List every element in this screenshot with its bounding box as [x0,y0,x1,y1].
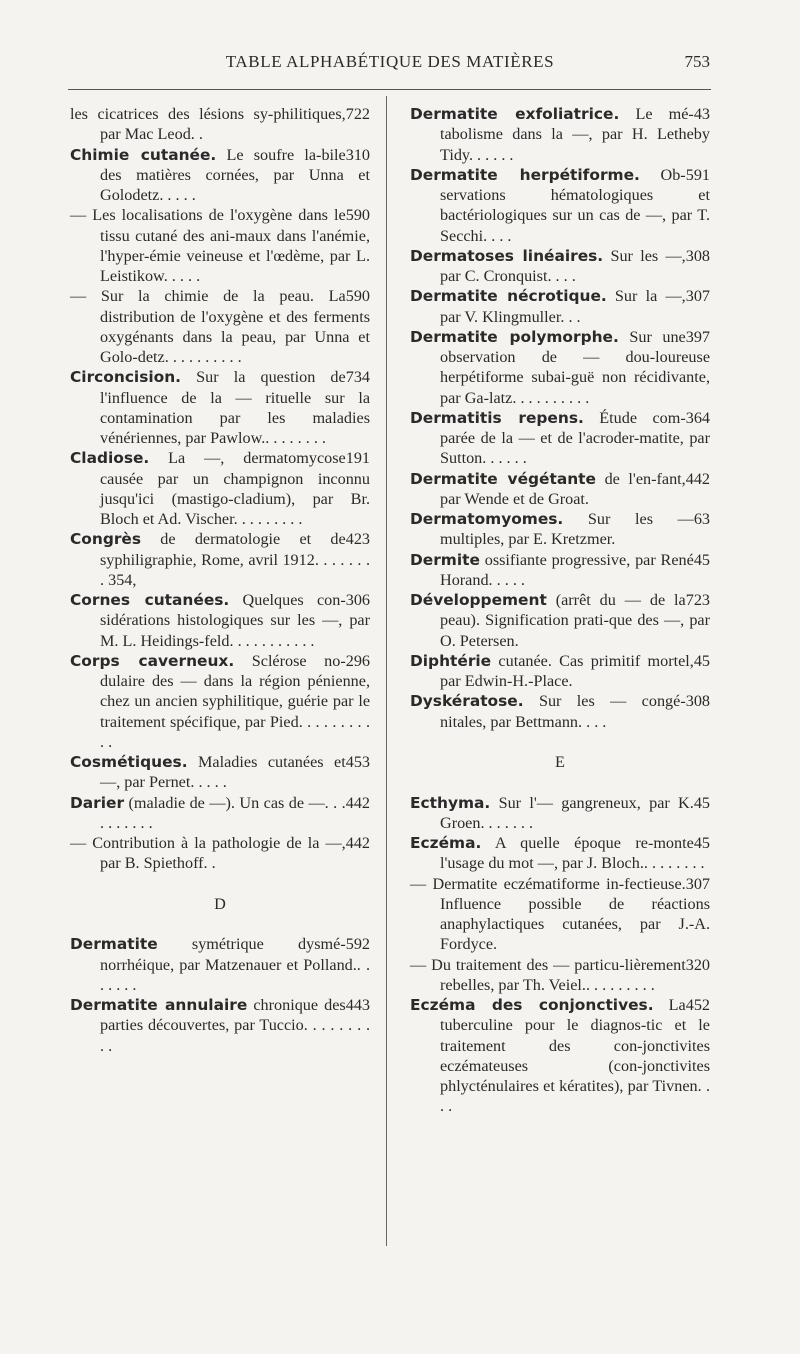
index-entry [410,469,710,510]
column-divider [386,96,387,1246]
page-ref: 397 [685,327,710,346]
entry-text: Quelques con-sidérations histologiques sur les —, par M. L. Heidings-feld. . . . . . . . . . . [100,591,370,650]
entry-text: symétrique dysmé-norrhéique, par Matzenauer et Polland.. . . . . . . [100,935,370,994]
index-entry [70,205,370,286]
page-ref: 45 [693,550,710,569]
index-entry [410,246,710,287]
index-entry [410,590,710,651]
page-title: TABLE ALPHABÉTIQUE DES MATIÈRES [225,52,555,71]
entry-heading: Congrès [70,530,142,549]
entry-text: les cicatrices des lésions sy-philitiques, par Mac Leod. . [70,105,346,144]
entry-text: Sur une observation de — dou-loureuse herpétiforme subai-guë non récidivante, par Ga-latz. . . . . . . . . . [440,327,710,407]
entry-heading: Dermite [410,550,480,569]
entry-text: Sur la —, par V. Klingmuller. . . [440,287,686,326]
index-entry [410,874,710,955]
page-ref: 191 [345,449,370,468]
entry-heading: Dermatitis repens. [410,408,584,427]
index-entry [410,793,710,834]
entry-text: — Contribution à la pathologie de la —, par B. Spiethoff. . [70,834,346,873]
page-ref: 452 [685,996,710,1014]
index-entry [410,509,710,550]
index-entry [410,955,710,996]
index-entry [70,793,370,834]
page-ref: 43 [693,105,710,123]
entry-heading: Dermatite végétante [410,469,596,488]
page-ref: 591 [685,165,710,184]
section-letter: E [555,753,565,771]
section-spacer [70,914,370,934]
index-entry [70,934,370,995]
page-ref: 592 [345,935,370,954]
index-entry [410,691,710,732]
entry-heading: Développement [410,591,547,609]
index-entry [410,995,710,1117]
entry-text: Étude com-parée de la — et de l'acroder-matite, par Sutton. . . . . . [440,408,710,468]
right-column [410,104,710,1117]
entry-text: Sur la question de l'influence de la — rituelle sur la contamination par les maladies vénériennes, par Pawlow.. . . . . . . . [100,368,370,447]
entry-heading: Eczéma des conjonctives. [410,996,654,1014]
page-ref: 308 [685,692,710,711]
entry-text: (arrêt du — de la peau). Signification prati-que des —, par O. Petersen. [440,591,710,650]
entry-text: Sur les — multiples, par E. Kretzmer. [440,510,694,549]
entry-heading: Dyskératose. [410,692,524,711]
index-entry [70,367,370,448]
page-ref: 45 [693,651,710,670]
index-entry [70,104,370,145]
header-rule [68,89,711,90]
entry-text: — Sur la chimie de la peau. La distribution de l'oxygène et des ferments oxygénants dans la peau, par Unna et Golo-detz. . . . . . . . . . [70,287,370,366]
entry-text: de l'en-fant, par Wende et de Groat. [440,469,686,508]
entry-heading: Circoncision. [70,368,182,387]
page-ref: 442 [685,469,710,488]
index-entry [70,995,370,1056]
page-ref: 442 [345,793,370,812]
page-ref: 306 [345,591,370,609]
index-entry [410,408,710,469]
entry-text: Sur l'— gangreneux, par K. Groen. . . . . . . [440,793,694,832]
page-ref: 320 [685,955,710,974]
section-spacer [70,874,370,894]
page-ref: 364 [685,408,710,427]
section-spacer [410,732,710,752]
section-spacer [410,772,710,792]
page-ref: 308 [685,246,710,265]
entry-heading: Dermatite annulaire [70,996,248,1014]
index-entry [70,590,370,651]
entry-text: La —, dermatomycose causée par un champignon inconnu jusqu'ici (mastigo-cladium), par Br. Bloch et Ad. Vischer. . . . . . . . . [100,449,370,528]
entry-heading: Darier [70,793,125,812]
entry-heading: Eczéma. [410,834,482,852]
entry-heading: Dermatite nécrotique. [410,287,607,306]
page-ref: 734 [345,368,370,387]
entry-heading: Dermatite exfoliatrice. [410,105,620,123]
entry-heading: Dermatite herpétiforme. [410,165,640,184]
page-ref: 307 [685,287,710,306]
page-header [70,52,710,78]
page-ref: 45 [693,793,710,812]
entry-heading: Dermatite [70,935,158,954]
entry-heading: Cladiose. [70,449,150,468]
entry-text: Sur les — congé-nitales, par Bettmann. . . . [440,692,686,731]
page-ref: 310 [345,145,370,164]
entry-heading: Ecthyma. [410,793,491,812]
index-entry [70,752,370,793]
index-entry [70,145,370,206]
page-ref: 296 [345,651,370,670]
index-entry [410,104,710,165]
entry-text: Le soufre la-bile des matières cornées, par Unna et Golodetz. . . . . [100,145,370,204]
index-entry [70,286,370,367]
page-ref: 423 [345,530,370,549]
entry-heading: Cosmétiques. [70,753,188,771]
entry-text: — Dermatite eczématiforme in-fectieuse. Influence possible de réactions anaphylactiques cutanées, par J.-A. Fordyce. [410,874,710,954]
entry-text: (maladie de —). Un cas de —. . . . . . . . . . [100,793,346,832]
page-ref: 590 [345,287,370,306]
entry-text: chronique des parties découvertes, par Tuccio. . . . . . . . . . [100,996,370,1055]
page-ref: 442 [345,834,370,852]
index-entry [410,327,710,408]
page-ref: 45 [693,834,710,852]
index-entry [70,529,370,590]
entry-heading: Dermatoses linéaires. [410,246,604,265]
entry-text: La tuberculine pour le diagnos-tic et le traitement des con-jonctivites eczémateuses (con-jonctivites phlycténulaires et kératites), par Tivnen. . . . [440,996,710,1116]
section-letter: D [214,894,226,913]
entry-heading: Cornes cutanées. [70,591,230,609]
index-entry [410,833,710,874]
entry-text: — Du traitement des — particu-lièrement rebelles, par Th. Veiel.. . . . . . . . . [410,955,686,994]
page-ref: 63 [693,510,710,528]
entry-text: Maladies cutanées et —, par Pernet. . . . . [100,753,346,792]
entry-text: cutanée. Cas primitif mortel, par Edwin-H.-Place. [440,651,694,690]
page-ref: 590 [345,206,370,225]
page-ref: 443 [345,996,370,1014]
entry-text: — Les localisations de l'oxygène dans le tissu cutané des ani-maux dans l'anémie, l'hyper-émie veineuse et l'œdème, par L. Leistikow. . . . . [70,206,370,285]
page-ref: 307 [685,874,710,893]
entry-heading: Diphtérie [410,651,492,670]
entry-heading: Dermatomyomes. [410,510,564,528]
entry-text: A quelle époque re-monte l'usage du mot —, par J. Bloch.. . . . . . . . [440,834,705,873]
entry-heading: Corps caverneux. [70,651,235,670]
entry-heading: Dermatite polymorphe. [410,327,619,346]
index-entry [70,651,370,752]
entry-text: ossifiante progressive, par René Horand. . . . . [440,550,694,589]
entry-heading: Chimie cutanée. [70,145,217,164]
index-entry [410,550,710,591]
entry-text: de dermatologie et de syphiligraphie, Rome, avril 1912. . . . . . . . 354, [100,530,370,589]
page-ref: 722 [345,105,370,123]
entry-text: Ob-servations hématologiques et bactériologiques sur un cas de —, par T. Secchi. . . . [440,165,710,245]
index-entry [70,448,370,529]
index-entry [70,833,370,874]
index-entry [410,651,710,692]
page-ref: 453 [345,753,370,771]
index-entry [410,286,710,327]
index-entry [410,165,710,246]
entry-text: Le mé-tabolisme dans la —, par H. Letheby Tidy. . . . . . [440,105,710,164]
entry-text: Sclérose no-dulaire des — dans la région pénienne, chez un ancien syphilitique, guérie par le traitement spécifique, par Pied. . . . . . . . . . . [100,651,370,751]
left-column [70,104,370,1056]
entry-text: Sur les —, par C. Cronquist. . . . [440,246,686,285]
page-ref: 723 [685,591,710,609]
page-number: 753 [684,52,710,71]
